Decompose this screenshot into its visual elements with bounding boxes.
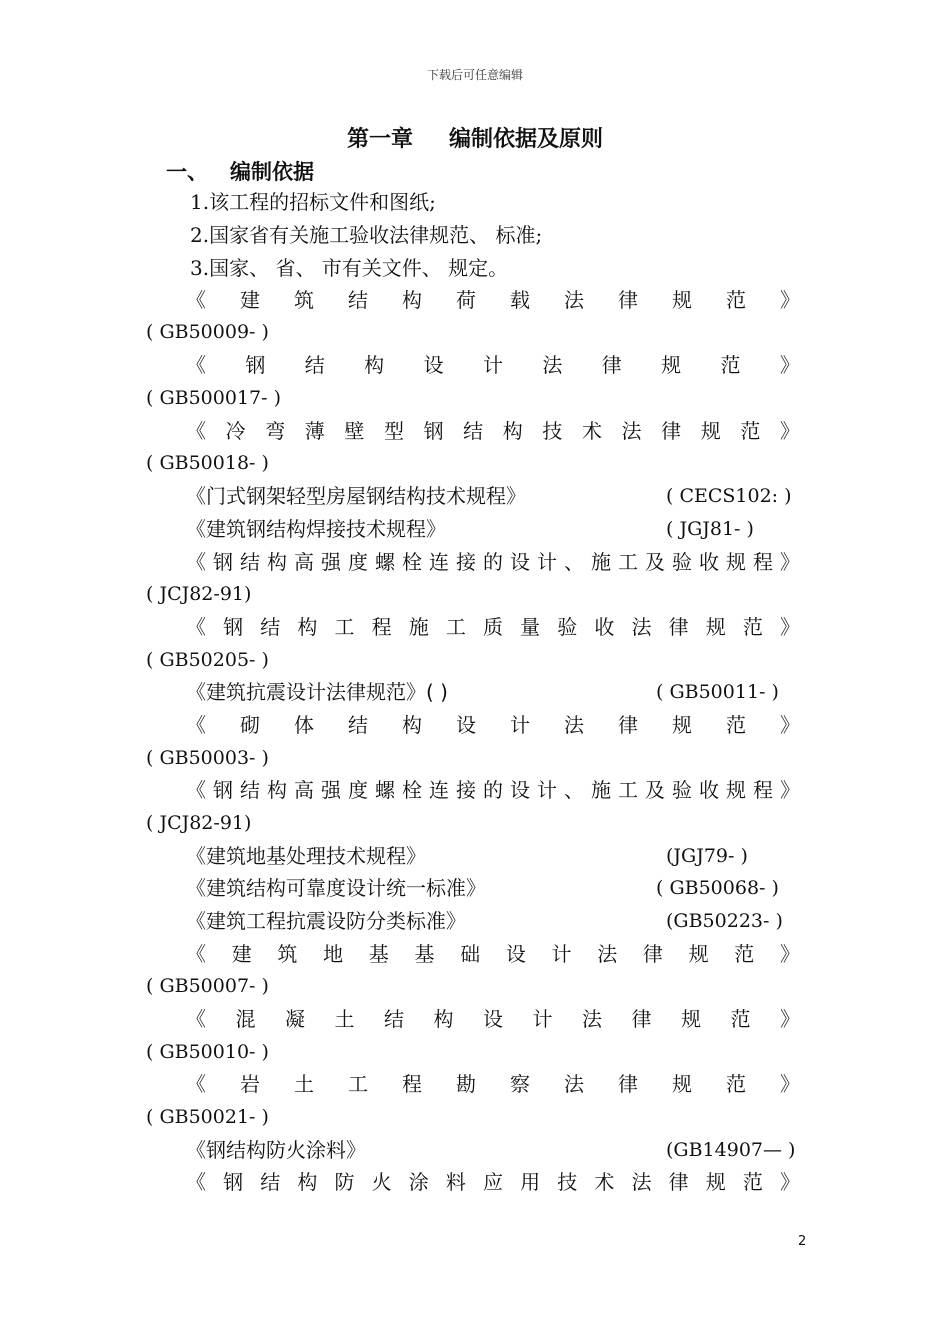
- title-char: 《: [186, 419, 206, 443]
- standard-code: (GB14907— ): [666, 1139, 796, 1161]
- title-char: 钢: [213, 778, 233, 802]
- title-char: 设: [483, 1007, 503, 1031]
- chapter-heading: [0, 122, 950, 153]
- standard-code: ( JCJ82-91): [146, 583, 252, 605]
- standard-title-justified: [186, 712, 800, 738]
- chapter-number: 第一章: [346, 127, 413, 152]
- title-char: 度: [348, 550, 368, 574]
- title-char: 构: [502, 419, 523, 443]
- title-char: 程: [753, 778, 773, 802]
- title-char: 结: [260, 615, 281, 639]
- title-char: 收: [699, 550, 719, 574]
- title-char: 地: [323, 942, 344, 966]
- title-char: 计: [551, 942, 572, 966]
- title-char: 范: [720, 353, 741, 377]
- title-char: 壁: [344, 419, 365, 443]
- title-char: 规: [705, 1170, 726, 1194]
- title-char: 钢: [223, 615, 244, 639]
- title-char: 》: [780, 550, 800, 574]
- title-char: 》: [779, 419, 800, 443]
- title-char: 规: [681, 1007, 701, 1031]
- title-char: 《: [186, 1007, 206, 1031]
- title-char: 质: [483, 615, 503, 639]
- title-char: 规: [661, 353, 682, 377]
- standard-title: 《门式钢架轻型房屋钢结构技术规程》: [186, 484, 526, 508]
- standard-title-justified: [186, 418, 800, 444]
- title-char: 《: [186, 1170, 206, 1194]
- title-char: 栓: [402, 550, 422, 574]
- standard-code: ( GB50011- ): [656, 681, 779, 703]
- title-char: 强: [321, 550, 341, 574]
- title-char: 基: [368, 942, 389, 966]
- standard-code: (GB50223- ): [666, 910, 783, 932]
- basis-item-3: 3.国家、 省、 市有关文件、 规定。: [190, 256, 509, 280]
- title-char: 钢: [223, 1170, 244, 1194]
- title-char: 《: [186, 550, 206, 574]
- title-char: 防: [334, 1170, 355, 1194]
- title-char: 及: [645, 778, 665, 802]
- section-title: 编制依据: [230, 160, 314, 184]
- section-number: 一、: [166, 160, 208, 184]
- title-char: 范: [742, 615, 763, 639]
- title-char: 混: [235, 1007, 256, 1031]
- title-char: 构: [402, 713, 422, 737]
- title-char: 构: [297, 615, 318, 639]
- title-char: 规: [672, 1072, 692, 1096]
- title-char: 结: [463, 419, 484, 443]
- standard-title: 《建筑钢结构焊接技术规程》: [186, 517, 446, 541]
- title-char: 结: [348, 713, 368, 737]
- title-char: 构: [433, 1007, 454, 1031]
- title-char: 度: [348, 778, 368, 802]
- title-char: 设: [505, 942, 526, 966]
- title-char: 结: [260, 1170, 281, 1194]
- title-char: 规: [726, 778, 746, 802]
- title-char: 程: [753, 550, 773, 574]
- title-char: 律: [618, 288, 638, 312]
- title-char: 技: [542, 419, 563, 443]
- standard-title-justified: [186, 777, 800, 803]
- title-char: 勘: [456, 1072, 476, 1096]
- title-char: 结: [240, 550, 260, 574]
- title-char: 》: [779, 353, 800, 377]
- title-char: 》: [780, 713, 800, 737]
- title-char: 《: [186, 942, 206, 966]
- title-char: 火: [371, 1170, 392, 1194]
- title-char: 筑: [294, 288, 314, 312]
- title-char: 验: [557, 615, 578, 639]
- title-char: 律: [618, 713, 638, 737]
- title-char: 计: [482, 353, 503, 377]
- title-char: 《: [186, 353, 206, 377]
- title-char: 施: [591, 778, 611, 802]
- title-char: 《: [186, 288, 206, 312]
- title-char: 连: [429, 778, 449, 802]
- title-char: 体: [294, 713, 314, 737]
- standard-code: ( JGJ81- ): [666, 518, 754, 540]
- title-char: 应: [483, 1170, 503, 1194]
- standard-title: 《建筑工程抗震设防分类标准》: [186, 909, 466, 933]
- title-char: 施: [408, 615, 429, 639]
- title-char: 螺: [375, 550, 395, 574]
- standard-code: ( GB50009- ): [146, 321, 269, 343]
- basis-item-1: 1.该工程的招标文件和图纸;: [190, 190, 436, 214]
- title-char: 量: [520, 615, 541, 639]
- title-char: 建: [231, 942, 252, 966]
- title-char: 《: [186, 778, 206, 802]
- title-char: 结: [348, 288, 368, 312]
- title-char: 土: [334, 1007, 355, 1031]
- standard-code: ( GB50018- ): [146, 452, 269, 474]
- title-char: 法: [564, 1072, 584, 1096]
- title-char: 构: [297, 1170, 318, 1194]
- title-char: 设: [423, 353, 444, 377]
- title-char: 薄: [304, 419, 325, 443]
- standard-title: 《建筑抗震设计法律规范》( ): [186, 680, 448, 704]
- title-char: 结: [384, 1007, 404, 1031]
- standard-title: 《钢结构防火涂料》: [186, 1138, 366, 1162]
- title-char: 法: [564, 713, 584, 737]
- standard-title: 《建筑结构可靠度设计统一标准》: [186, 876, 486, 900]
- title-char: 凝: [285, 1007, 305, 1031]
- title-char: 栓: [402, 778, 422, 802]
- title-char: 范: [726, 713, 746, 737]
- title-char: 础: [460, 942, 481, 966]
- title-char: 计: [510, 713, 530, 737]
- title-char: 律: [668, 615, 689, 639]
- title-char: 、: [564, 550, 584, 574]
- standard-title-justified: [186, 352, 800, 378]
- title-char: 收: [594, 615, 615, 639]
- standard-title-justified: [186, 1169, 800, 1195]
- title-char: 建: [240, 288, 260, 312]
- title-char: 规: [705, 615, 726, 639]
- title-char: 律: [618, 1072, 638, 1096]
- standard-code: ( GB50010- ): [146, 1041, 269, 1063]
- title-char: 《: [186, 713, 206, 737]
- title-char: 》: [780, 1007, 800, 1031]
- title-char: 及: [645, 550, 665, 574]
- standard-code: ( GB500017- ): [146, 387, 281, 409]
- title-char: 钢: [213, 550, 233, 574]
- title-char: 律: [601, 353, 622, 377]
- title-char: 筑: [277, 942, 298, 966]
- standard-code: ( GB50068- ): [656, 877, 779, 899]
- title-char: 结: [240, 778, 260, 802]
- title-char: 范: [726, 1072, 746, 1096]
- title-char: 规: [672, 713, 692, 737]
- standard-title-justified: [186, 1006, 800, 1032]
- title-char: 计: [537, 778, 557, 802]
- title-char: 范: [740, 419, 761, 443]
- title-char: 术: [581, 419, 602, 443]
- title-char: 冷: [225, 419, 246, 443]
- title-char: 工: [618, 778, 638, 802]
- title-char: 构: [402, 288, 422, 312]
- title-char: 载: [510, 288, 530, 312]
- title-char: 基: [414, 942, 435, 966]
- title-char: 程: [371, 615, 392, 639]
- title-char: 》: [780, 778, 800, 802]
- standard-code: ( CECS102: ): [666, 485, 792, 507]
- title-char: 弯: [265, 419, 286, 443]
- title-char: 岩: [240, 1072, 260, 1096]
- title-char: 规: [688, 942, 709, 966]
- standard-title-justified: [186, 549, 800, 575]
- title-char: 范: [730, 1007, 751, 1031]
- standard-code: ( GB50021- ): [146, 1106, 269, 1128]
- title-char: 验: [672, 550, 692, 574]
- title-char: 法: [542, 353, 563, 377]
- title-char: 强: [321, 778, 341, 802]
- title-char: 型: [383, 419, 404, 443]
- standard-code: ( GB50007- ): [146, 975, 269, 997]
- section-heading: [166, 156, 314, 186]
- title-char: 规: [672, 288, 692, 312]
- title-char: 律: [642, 942, 663, 966]
- standard-title-justified: [186, 614, 800, 640]
- title-char: 计: [537, 550, 557, 574]
- title-char: 法: [597, 942, 618, 966]
- title-char: 施: [591, 550, 611, 574]
- title-char: 、: [564, 778, 584, 802]
- title-char: 高: [294, 550, 314, 574]
- title-char: 术: [594, 1170, 615, 1194]
- title-char: 设: [456, 713, 476, 737]
- title-char: 接: [456, 550, 476, 574]
- title-char: 《: [186, 615, 206, 639]
- page-number: 2: [798, 1234, 807, 1249]
- standard-title: 《建筑地基处理技术规程》: [186, 844, 426, 868]
- standard-code: (JGJ79- ): [666, 845, 748, 867]
- title-char: 设: [510, 550, 530, 574]
- title-char: 律: [661, 419, 682, 443]
- title-char: 螺: [375, 778, 395, 802]
- title-char: 计: [532, 1007, 553, 1031]
- title-char: 规: [700, 419, 721, 443]
- title-char: 设: [510, 778, 530, 802]
- title-char: 钢: [245, 353, 266, 377]
- page-header: 下载后可任意编辑: [426, 68, 523, 82]
- title-char: 》: [780, 1072, 800, 1096]
- title-char: 程: [402, 1072, 422, 1096]
- title-char: 的: [483, 778, 503, 802]
- standard-code: ( JCJ82-91): [146, 812, 252, 834]
- chapter-title: 编制依据及原则: [449, 127, 604, 152]
- title-char: 法: [621, 419, 642, 443]
- title-char: 料: [445, 1170, 466, 1194]
- title-char: 法: [564, 288, 584, 312]
- title-char: 工: [348, 1072, 368, 1096]
- title-char: 工: [445, 615, 466, 639]
- title-char: 验: [672, 778, 692, 802]
- title-char: 规: [726, 550, 746, 574]
- title-char: 钢: [423, 419, 444, 443]
- title-char: 构: [267, 778, 287, 802]
- title-char: 高: [294, 778, 314, 802]
- title-char: 用: [520, 1170, 541, 1194]
- title-char: 范: [726, 288, 746, 312]
- title-char: 结: [304, 353, 325, 377]
- title-char: 》: [780, 288, 800, 312]
- title-char: 法: [631, 615, 652, 639]
- title-char: 技: [557, 1170, 578, 1194]
- title-char: 涂: [408, 1170, 429, 1194]
- title-char: 荷: [456, 288, 476, 312]
- title-char: 构: [364, 353, 385, 377]
- title-char: 》: [780, 615, 800, 639]
- title-char: 》: [779, 942, 800, 966]
- title-char: 的: [483, 550, 503, 574]
- title-char: 律: [631, 1007, 652, 1031]
- title-char: 收: [699, 778, 719, 802]
- title-char: 土: [294, 1072, 314, 1096]
- standard-title-justified: [186, 1071, 800, 1097]
- title-char: 法: [631, 1170, 652, 1194]
- basis-item-2: 2.国家省有关施工验收法律规范、 标准;: [190, 223, 543, 247]
- standard-title-justified: [186, 941, 800, 967]
- title-char: 工: [334, 615, 355, 639]
- title-char: 工: [618, 550, 638, 574]
- title-char: 《: [186, 1072, 206, 1096]
- title-char: 构: [267, 550, 287, 574]
- title-char: 接: [456, 778, 476, 802]
- title-char: 范: [734, 942, 755, 966]
- title-char: 察: [510, 1072, 530, 1096]
- standard-code: ( GB50003- ): [146, 747, 269, 769]
- standard-code: ( GB50205- ): [146, 649, 269, 671]
- title-char: 律: [668, 1170, 689, 1194]
- title-char: 砌: [240, 713, 260, 737]
- standard-title-justified: [186, 287, 800, 313]
- title-char: 连: [429, 550, 449, 574]
- title-char: 法: [582, 1007, 602, 1031]
- title-char: 》: [780, 1170, 800, 1194]
- title-char: 范: [742, 1170, 763, 1194]
